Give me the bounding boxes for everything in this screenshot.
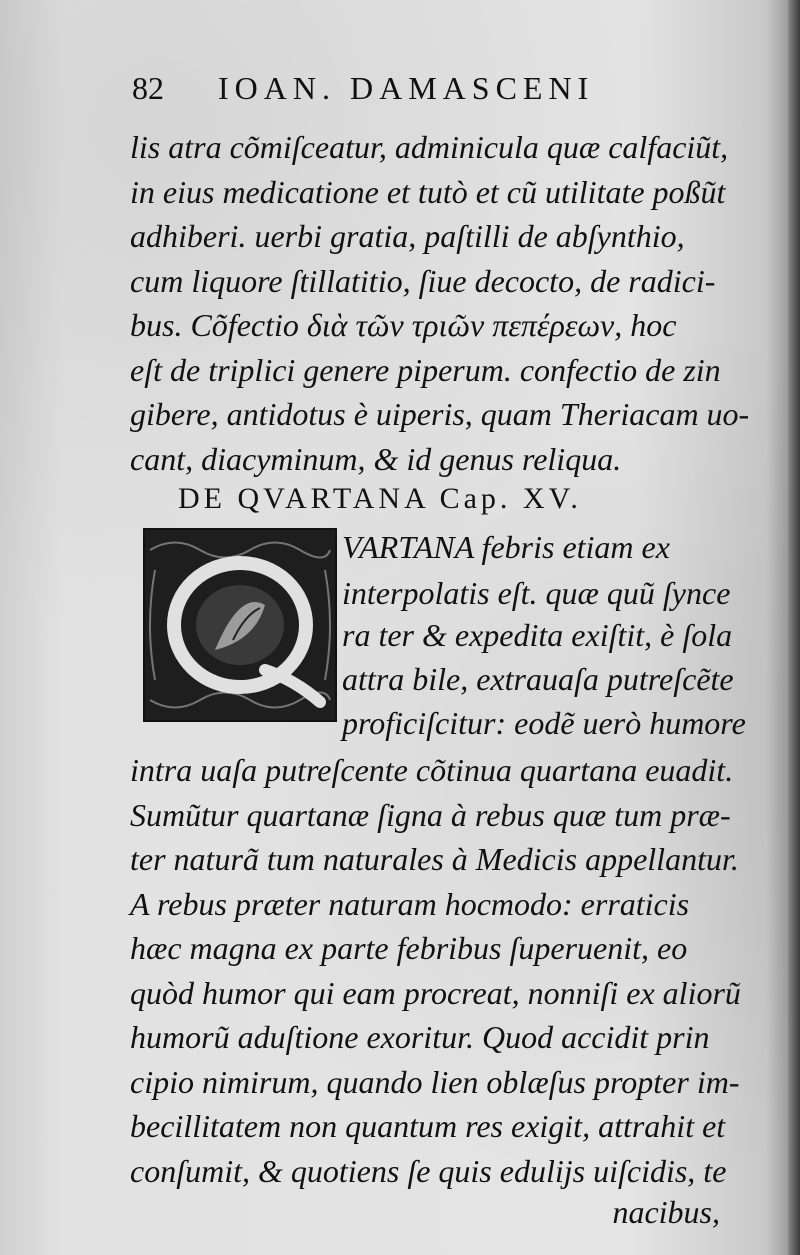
text-line: proficiſcitur: eodẽ uerò humore — [342, 705, 746, 741]
running-title: IOAN. DAMASCENI — [218, 70, 595, 106]
text-line: lis atra cõmiſceatur, adminicula quæ calfaciũt, — [130, 129, 729, 165]
text-line: bus. Cõfectio διὰ τῶν τριῶν πεπέρεων, hoc — [130, 307, 677, 343]
text-line: gibere, antidotus è uiperis, quam Theriacam uo- — [130, 396, 750, 432]
text-line: quòd humor qui eam procreat, nonniſi ex aliorũ — [130, 975, 741, 1011]
book-gutter — [788, 0, 800, 1255]
page-number: 82 — [132, 70, 164, 106]
text-line: conſumit, & quotiens ſe quis edulijs uiſcidis, te — [130, 1153, 727, 1189]
text-line: interpolatis eſt. quæ quũ ſynce — [342, 575, 731, 611]
text-line: hæc magna ex parte febribus ſuperuenit, eo — [130, 930, 688, 966]
text-line: cant, diacyminum, & id genus reliqua. — [130, 441, 622, 477]
text-line: ter naturã tum naturales à Medicis appellantur. — [130, 841, 739, 877]
running-head — [132, 70, 692, 110]
text-line: Sumũtur quartanæ ſigna à rebus quæ tum præ- — [130, 797, 731, 833]
text-line: humorũ aduſtione exoritur. Quod accidit prin — [130, 1019, 710, 1055]
text-line: cipio nimirum, quando lien oblæſus propter im- — [130, 1064, 740, 1100]
chapter-heading: DE QVARTANA Cap. XV. — [178, 482, 582, 515]
text-line: adhiberi. uerbi gratia, paſtilli de abſynthio, — [130, 218, 685, 254]
text-line: cum liquore ſtillatitio, ſiue decocto, de radici- — [130, 263, 716, 299]
text-line: intra uaſa putreſcente cõtinua quartana euadit. — [130, 752, 734, 788]
decorated-initial-q — [143, 528, 337, 722]
catchword: nacibus, — [612, 1194, 720, 1230]
text-line: ra ter & expedita exiſtit, è ſola — [342, 617, 733, 653]
text-line: attra bile, extrauaſa putreſcẽte — [342, 661, 734, 697]
text-line: eſt de triplici genere piperum. confectio de zin — [130, 352, 721, 388]
decorated-initial-art — [145, 530, 335, 720]
text-line: VARTANA febris etiam ex — [342, 529, 670, 565]
text-line: becillitatem non quantum res exigit, attrahit et — [130, 1108, 726, 1144]
text-line: in eius medicatione et tutò et cũ utilitate poßũt — [130, 174, 726, 210]
text-line: A rebus præter naturam hocmodo: erraticis — [130, 886, 690, 922]
